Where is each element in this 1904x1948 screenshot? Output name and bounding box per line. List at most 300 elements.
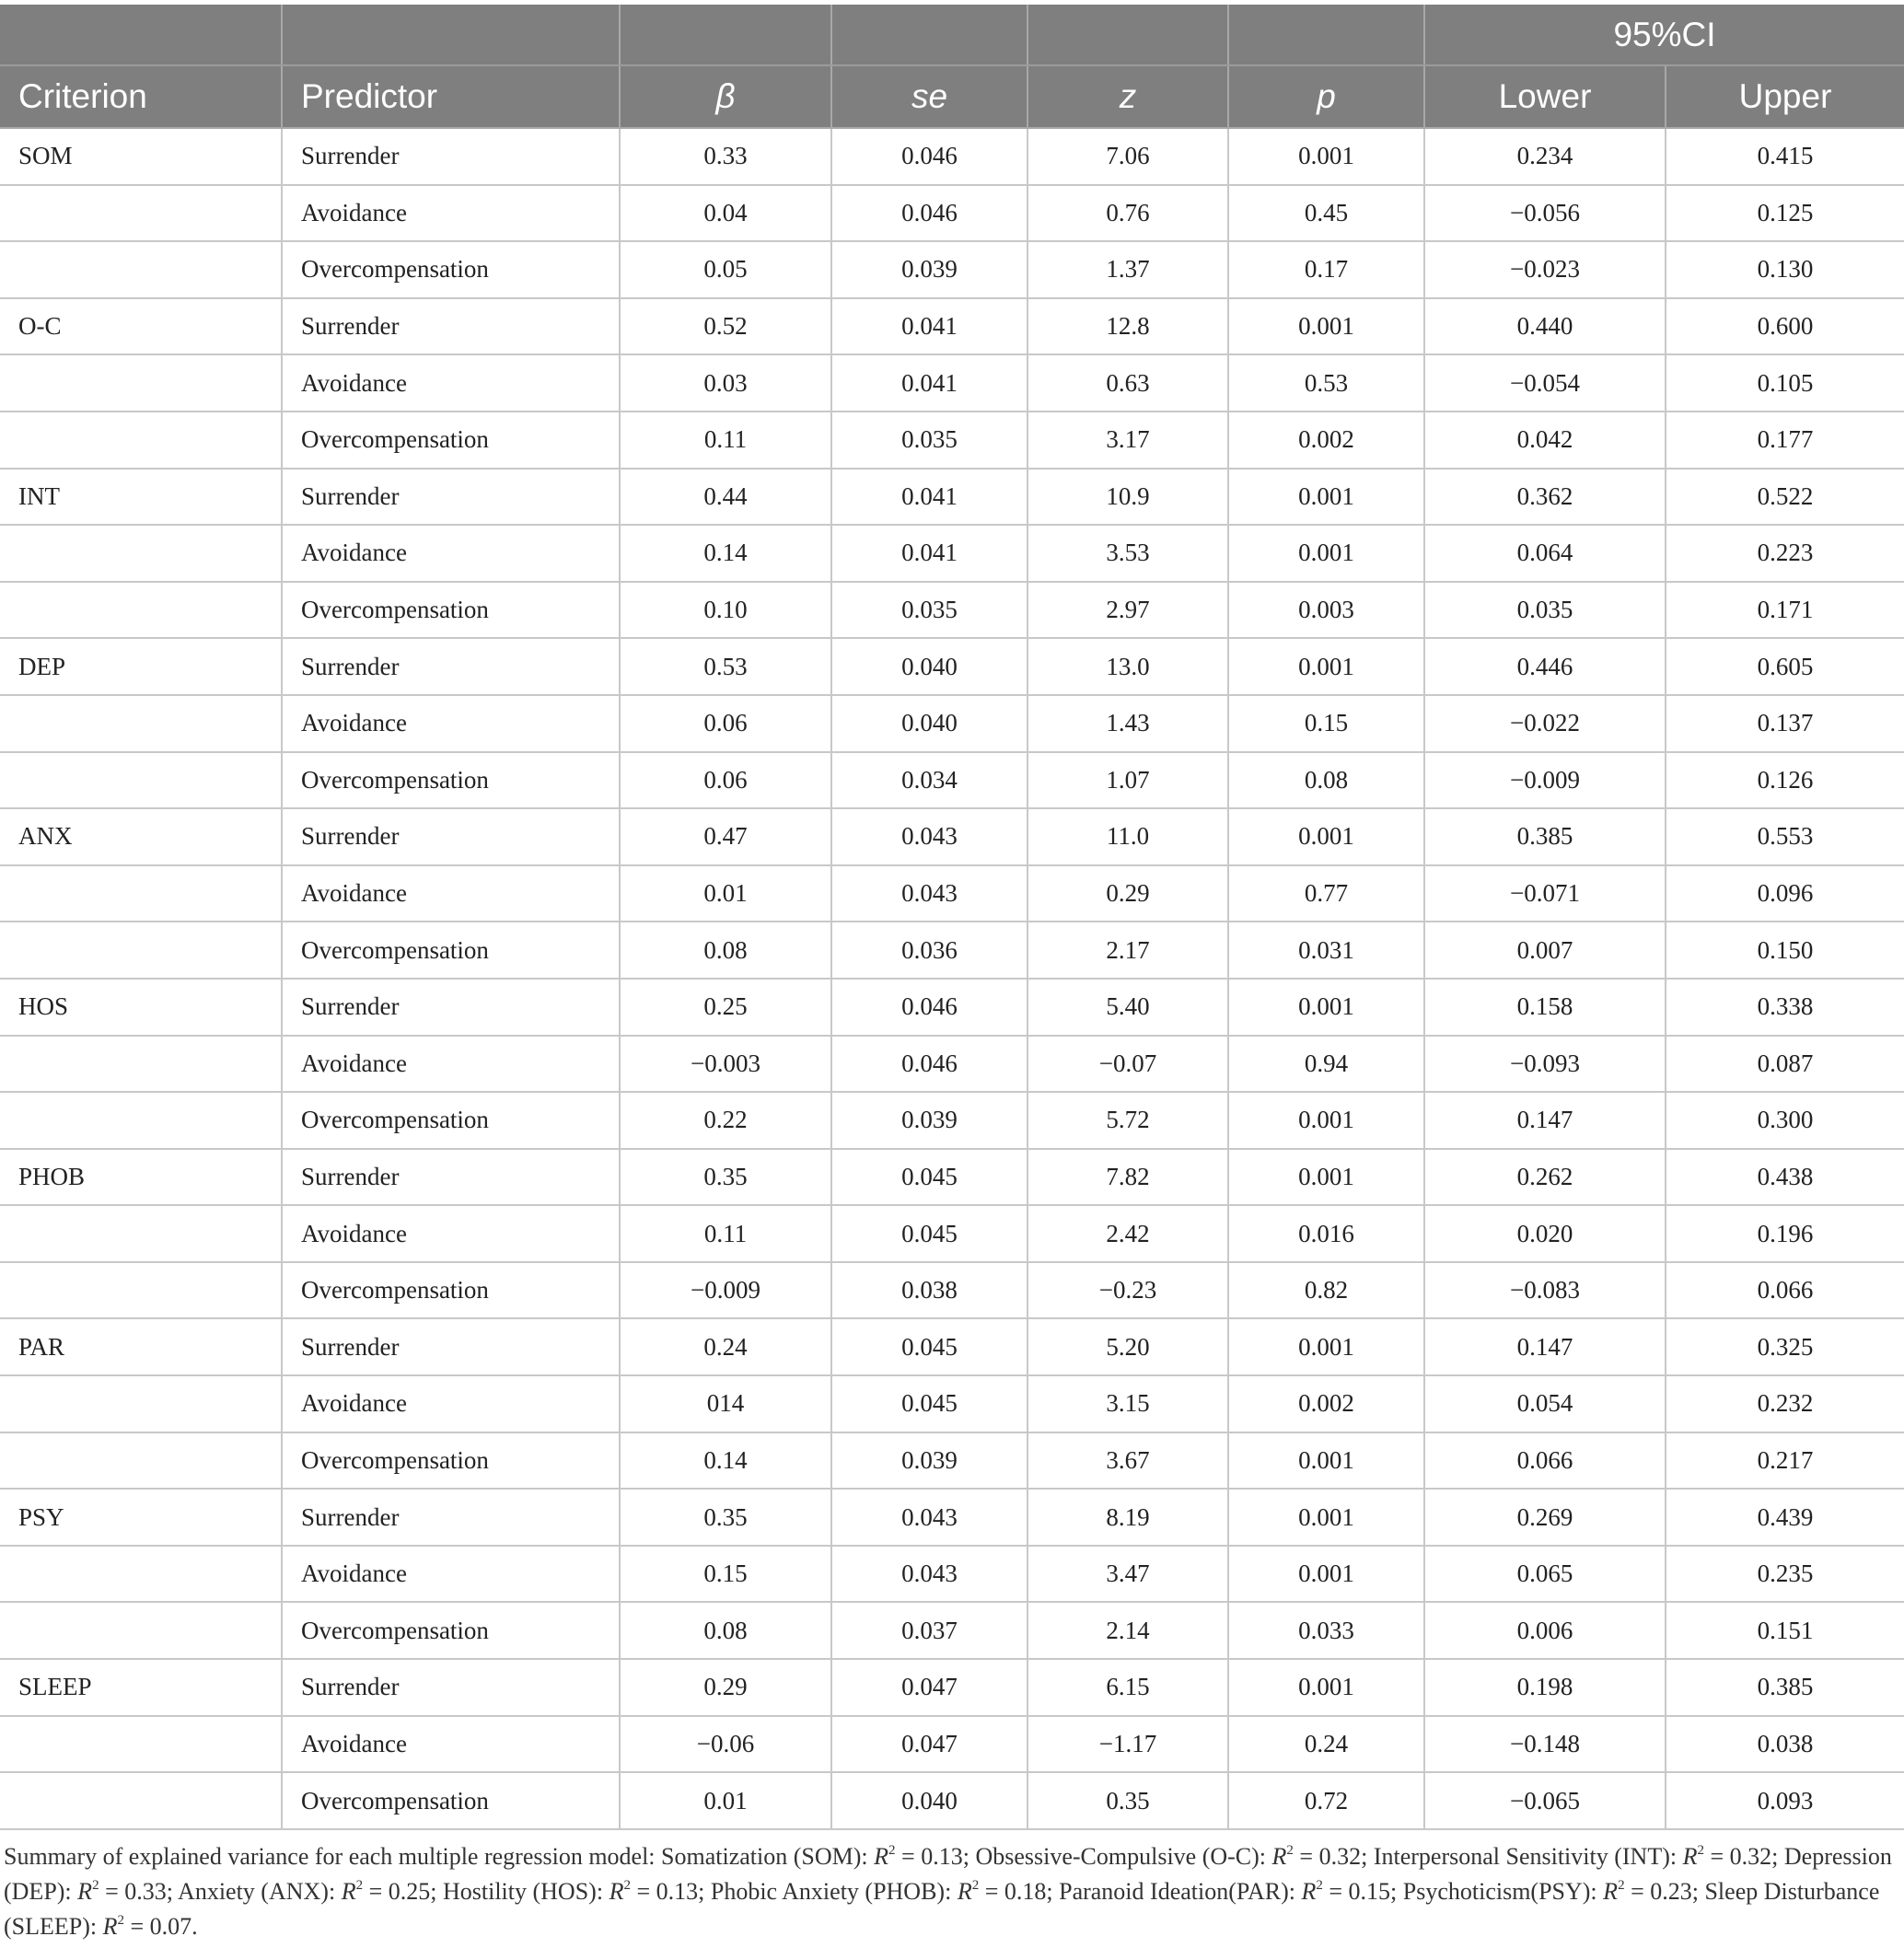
header-blank-cell xyxy=(1027,5,1228,65)
footnote-model-entry: Depression (DEP): $R^2 = 0.33$; xyxy=(4,1842,1892,1905)
footnote-model-entry: Paranoid Ideation(PAR): $R^2 = 0.15$; xyxy=(1059,1877,1398,1905)
table-row xyxy=(0,354,1904,412)
header-criterion: Criterion xyxy=(0,65,282,128)
z-cell: 2.17 xyxy=(1027,922,1228,979)
ci-upper-cell: 0.038 xyxy=(1666,1716,1904,1773)
beta-cell: 0.14 xyxy=(620,525,831,582)
table-row xyxy=(0,298,1904,355)
p-cell: 0.002 xyxy=(1228,1375,1424,1432)
predictor-cell: Avoidance xyxy=(282,185,620,242)
se-cell: 0.041 xyxy=(831,469,1027,526)
se-cell: 0.039 xyxy=(831,241,1027,298)
predictor-cell: Avoidance xyxy=(282,1716,620,1773)
se-cell: 0.043 xyxy=(831,1546,1027,1603)
criterion-cell xyxy=(0,1036,282,1093)
ci-upper-cell: 0.093 xyxy=(1666,1772,1904,1829)
footnote-model-entry: Somatization (SOM): $R^2 = 0.13$; xyxy=(661,1842,969,1870)
predictor-cell: Overcompensation xyxy=(282,1772,620,1829)
footnote-model-label: Sleep Disturbance (SLEEP): xyxy=(4,1877,1880,1940)
p-cell: 0.001 xyxy=(1228,979,1424,1036)
criterion-cell xyxy=(0,412,282,469)
table-row xyxy=(0,1716,1904,1773)
ci-lower-cell: 0.147 xyxy=(1424,1318,1666,1375)
ci-upper-cell: 0.096 xyxy=(1666,865,1904,922)
ci-group-header: 95%CI xyxy=(1424,5,1904,65)
se-cell: 0.043 xyxy=(831,1489,1027,1546)
p-cell: 0.15 xyxy=(1228,695,1424,752)
r-squared-symbol: R xyxy=(77,1877,93,1905)
footnote-model-value: 0.15 xyxy=(1348,1877,1391,1905)
beta-cell: 0.06 xyxy=(620,752,831,809)
beta-cell: 0.08 xyxy=(620,922,831,979)
p-cell: 0.08 xyxy=(1228,752,1424,809)
z-cell: 2.97 xyxy=(1027,582,1228,639)
ci-lower-cell: −0.083 xyxy=(1424,1262,1666,1319)
criterion-cell xyxy=(0,695,282,752)
ci-upper-cell: 0.522 xyxy=(1666,469,1904,526)
ci-upper-cell: 0.438 xyxy=(1666,1149,1904,1206)
beta-cell: 0.11 xyxy=(620,1205,831,1262)
ci-upper-cell: 0.415 xyxy=(1666,128,1904,185)
table-row xyxy=(0,582,1904,639)
ci-upper-cell: 0.087 xyxy=(1666,1036,1904,1093)
z-cell: 0.63 xyxy=(1027,354,1228,412)
ci-lower-cell: 0.234 xyxy=(1424,128,1666,185)
beta-cell: 0.35 xyxy=(620,1149,831,1206)
z-cell: 11.0 xyxy=(1027,808,1228,865)
se-cell: 0.045 xyxy=(831,1375,1027,1432)
predictor-cell: Avoidance xyxy=(282,525,620,582)
predictor-cell: Surrender xyxy=(282,298,620,355)
table-row xyxy=(0,412,1904,469)
p-cell: 0.001 xyxy=(1228,1149,1424,1206)
header-beta: β xyxy=(620,65,831,128)
ci-upper-cell: 0.150 xyxy=(1666,922,1904,979)
criterion-cell: SOM xyxy=(0,128,282,185)
p-cell: 0.001 xyxy=(1228,525,1424,582)
predictor-cell: Surrender xyxy=(282,1659,620,1716)
r-squared-power: 2 xyxy=(355,1877,364,1893)
p-cell: 0.016 xyxy=(1228,1205,1424,1262)
table-row xyxy=(0,1489,1904,1546)
footnote-model-value: 0.13 xyxy=(656,1877,699,1905)
z-cell: 3.17 xyxy=(1027,412,1228,469)
z-cell: 1.07 xyxy=(1027,752,1228,809)
criterion-cell: SLEEP xyxy=(0,1659,282,1716)
se-cell: 0.040 xyxy=(831,695,1027,752)
ci-upper-cell: 0.325 xyxy=(1666,1318,1904,1375)
beta-cell: 0.52 xyxy=(620,298,831,355)
p-cell: 0.003 xyxy=(1228,582,1424,639)
ci-lower-cell: 0.262 xyxy=(1424,1149,1666,1206)
z-cell: 2.14 xyxy=(1027,1602,1228,1659)
table-row xyxy=(0,1772,1904,1829)
r-squared-power: 2 xyxy=(888,1842,896,1858)
beta-cell: 0.01 xyxy=(620,1772,831,1829)
se-cell: 0.035 xyxy=(831,412,1027,469)
criterion-cell: DEP xyxy=(0,638,282,695)
predictor-cell: Overcompensation xyxy=(282,1092,620,1149)
table-row xyxy=(0,1375,1904,1432)
predictor-cell: Avoidance xyxy=(282,1036,620,1093)
ci-upper-cell: 0.066 xyxy=(1666,1262,1904,1319)
criterion-cell: PHOB xyxy=(0,1149,282,1206)
criterion-cell xyxy=(0,354,282,412)
ci-lower-cell: −0.054 xyxy=(1424,354,1666,412)
z-cell: 3.53 xyxy=(1027,525,1228,582)
ci-lower-cell: 0.006 xyxy=(1424,1602,1666,1659)
footnote-model-value: 0.13 xyxy=(921,1842,963,1870)
z-cell: 12.8 xyxy=(1027,298,1228,355)
ci-lower-cell: −0.023 xyxy=(1424,241,1666,298)
table-row xyxy=(0,1602,1904,1659)
predictor-cell: Surrender xyxy=(282,128,620,185)
beta-cell: 0.25 xyxy=(620,979,831,1036)
header-blank-cell xyxy=(0,5,282,65)
beta-cell: 0.35 xyxy=(620,1489,831,1546)
predictor-cell: Surrender xyxy=(282,979,620,1036)
ci-lower-cell: 0.440 xyxy=(1424,298,1666,355)
p-cell: 0.001 xyxy=(1228,1546,1424,1603)
footnote-model-entry: Anxiety (ANX): $R^2 = 0.25$; xyxy=(178,1877,437,1905)
p-cell: 0.001 xyxy=(1228,128,1424,185)
ci-upper-cell: 0.137 xyxy=(1666,695,1904,752)
predictor-cell: Overcompensation xyxy=(282,1262,620,1319)
r-squared-power: 2 xyxy=(1286,1842,1294,1858)
beta-cell: 0.29 xyxy=(620,1659,831,1716)
table-row xyxy=(0,1149,1904,1206)
table-row xyxy=(0,241,1904,298)
ci-lower-cell: −0.148 xyxy=(1424,1716,1666,1773)
beta-cell: 0.05 xyxy=(620,241,831,298)
beta-cell: 0.10 xyxy=(620,582,831,639)
ci-upper-cell: 0.125 xyxy=(1666,185,1904,242)
ci-upper-cell: 0.232 xyxy=(1666,1375,1904,1432)
ci-lower-cell: 0.035 xyxy=(1424,582,1666,639)
header-z: z xyxy=(1027,65,1228,128)
table-header xyxy=(0,5,1904,128)
table-footnote xyxy=(0,1830,1904,1944)
predictor-cell: Avoidance xyxy=(282,1546,620,1603)
r-squared-symbol: R xyxy=(1271,1842,1287,1870)
beta-cell: 0.11 xyxy=(620,412,831,469)
se-cell: 0.045 xyxy=(831,1205,1027,1262)
ci-lower-cell: 0.054 xyxy=(1424,1375,1666,1432)
p-cell: 0.45 xyxy=(1228,185,1424,242)
ci-upper-cell: 0.126 xyxy=(1666,752,1904,809)
table-row xyxy=(0,695,1904,752)
header-ci-upper: Upper xyxy=(1666,65,1904,128)
p-cell: 0.001 xyxy=(1228,638,1424,695)
table-row xyxy=(0,1205,1904,1262)
z-cell: 0.76 xyxy=(1027,185,1228,242)
se-cell: 0.035 xyxy=(831,582,1027,639)
p-cell: 0.24 xyxy=(1228,1716,1424,1773)
criterion-cell xyxy=(0,185,282,242)
p-cell: 0.001 xyxy=(1228,1318,1424,1375)
beta-cell: 0.08 xyxy=(620,1602,831,1659)
p-cell: 0.77 xyxy=(1228,865,1424,922)
p-cell: 0.001 xyxy=(1228,469,1424,526)
criterion-cell xyxy=(0,1092,282,1149)
se-cell: 0.034 xyxy=(831,752,1027,809)
criterion-cell: ANX xyxy=(0,808,282,865)
predictor-cell: Avoidance xyxy=(282,695,620,752)
footnote-model-label: Interpersonal Sensitivity (INT): xyxy=(1373,1842,1678,1870)
se-cell: 0.037 xyxy=(831,1602,1027,1659)
footnote-model-value: 0.07 xyxy=(149,1912,192,1940)
header-column-row xyxy=(0,65,1904,128)
beta-cell: 0.04 xyxy=(620,185,831,242)
beta-cell: 0.44 xyxy=(620,469,831,526)
criterion-cell xyxy=(0,922,282,979)
se-cell: 0.036 xyxy=(831,922,1027,979)
predictor-cell: Surrender xyxy=(282,638,620,695)
predictor-cell: Surrender xyxy=(282,1149,620,1206)
footnote-model-entry: Hostility (HOS): $R^2 = 0.13$; xyxy=(442,1877,705,1905)
predictor-cell: Overcompensation xyxy=(282,1602,620,1659)
z-cell: 13.0 xyxy=(1027,638,1228,695)
p-cell: 0.001 xyxy=(1228,1489,1424,1546)
r-squared-power: 2 xyxy=(92,1877,99,1893)
beta-cell: 0.53 xyxy=(620,638,831,695)
ci-lower-cell: −0.065 xyxy=(1424,1772,1666,1829)
z-cell: 7.06 xyxy=(1027,128,1228,185)
ci-lower-cell: 0.446 xyxy=(1424,638,1666,695)
ci-lower-cell: 0.042 xyxy=(1424,412,1666,469)
ci-upper-cell: 0.177 xyxy=(1666,412,1904,469)
r-squared-power: 2 xyxy=(1697,1842,1704,1858)
table-row xyxy=(0,1036,1904,1093)
footnote-model-label: Hostility (HOS): xyxy=(442,1877,604,1905)
criterion-cell xyxy=(0,241,282,298)
r-squared-power: 2 xyxy=(1618,1877,1625,1893)
z-cell: 1.37 xyxy=(1027,241,1228,298)
p-cell: 0.001 xyxy=(1228,1092,1424,1149)
beta-cell: 0.06 xyxy=(620,695,831,752)
p-cell: 0.72 xyxy=(1228,1772,1424,1829)
ci-lower-cell: 0.269 xyxy=(1424,1489,1666,1546)
z-cell: −0.23 xyxy=(1027,1262,1228,1319)
beta-cell: −0.06 xyxy=(620,1716,831,1773)
z-cell: 3.47 xyxy=(1027,1546,1228,1603)
table-row xyxy=(0,1092,1904,1149)
ci-lower-cell: 0.158 xyxy=(1424,979,1666,1036)
z-cell: 0.29 xyxy=(1027,865,1228,922)
p-cell: 0.53 xyxy=(1228,354,1424,412)
beta-cell: 0.33 xyxy=(620,128,831,185)
table-row xyxy=(0,752,1904,809)
footnote-model-label: Paranoid Ideation(PAR): xyxy=(1059,1877,1295,1905)
predictor-cell: Surrender xyxy=(282,808,620,865)
header-blank-cell xyxy=(831,5,1027,65)
p-cell: 0.94 xyxy=(1228,1036,1424,1093)
predictor-cell: Overcompensation xyxy=(282,241,620,298)
criterion-cell xyxy=(0,1602,282,1659)
footnote-model-label: Psychoticism(PSY): xyxy=(1402,1877,1597,1905)
ci-lower-cell: 0.385 xyxy=(1424,808,1666,865)
ci-lower-cell: 0.362 xyxy=(1424,469,1666,526)
footnote-model-value: 0.32 xyxy=(1318,1842,1362,1870)
predictor-cell: Overcompensation xyxy=(282,922,620,979)
p-cell: 0.002 xyxy=(1228,412,1424,469)
ci-upper-cell: 0.605 xyxy=(1666,638,1904,695)
criterion-cell xyxy=(0,865,282,922)
se-cell: 0.046 xyxy=(831,185,1027,242)
criterion-cell xyxy=(0,1716,282,1773)
z-cell: 0.35 xyxy=(1027,1772,1228,1829)
z-cell: 2.42 xyxy=(1027,1205,1228,1262)
r-squared-power: 2 xyxy=(971,1877,980,1893)
ci-lower-cell: 0.064 xyxy=(1424,525,1666,582)
beta-cell: 0.15 xyxy=(620,1546,831,1603)
table-row xyxy=(0,525,1904,582)
se-cell: 0.046 xyxy=(831,979,1027,1036)
footnote-model-label: Depression (DEP): xyxy=(4,1842,1892,1905)
table-row xyxy=(0,1432,1904,1490)
p-cell: 0.001 xyxy=(1228,808,1424,865)
regression-table-container xyxy=(0,5,1904,1944)
table-row xyxy=(0,1262,1904,1319)
r-squared-power: 2 xyxy=(117,1912,124,1928)
table-row xyxy=(0,1546,1904,1603)
p-cell: 0.001 xyxy=(1228,298,1424,355)
beta-cell: 014 xyxy=(620,1375,831,1432)
r-squared-power: 2 xyxy=(1316,1877,1323,1893)
beta-cell: 0.03 xyxy=(620,354,831,412)
r-squared-symbol: R xyxy=(609,1877,624,1905)
ci-upper-cell: 0.217 xyxy=(1666,1432,1904,1490)
footnote-model-label: Obsessive-Compulsive (O-C): xyxy=(975,1842,1267,1870)
predictor-cell: Overcompensation xyxy=(282,412,620,469)
footnote-model-entry: Psychoticism(PSY): $R^2 = 0.23$; xyxy=(1402,1877,1699,1905)
z-cell: 8.19 xyxy=(1027,1489,1228,1546)
predictor-cell: Avoidance xyxy=(282,354,620,412)
table-row xyxy=(0,1659,1904,1716)
footnote-model-value: 0.25 xyxy=(388,1877,431,1905)
ci-lower-cell: −0.022 xyxy=(1424,695,1666,752)
criterion-cell xyxy=(0,1262,282,1319)
p-cell: 0.82 xyxy=(1228,1262,1424,1319)
z-cell: 7.82 xyxy=(1027,1149,1228,1206)
beta-cell: 0.14 xyxy=(620,1432,831,1490)
ci-upper-cell: 0.338 xyxy=(1666,979,1904,1036)
z-cell: −1.17 xyxy=(1027,1716,1228,1773)
se-cell: 0.047 xyxy=(831,1716,1027,1773)
header-group-row xyxy=(0,5,1904,65)
header-se: se xyxy=(831,65,1027,128)
beta-cell: −0.003 xyxy=(620,1036,831,1093)
footnote-model-entry: Phobic Anxiety (PHOB): $R^2 = 0.18$; xyxy=(710,1877,1053,1905)
footnote-model-value: 0.23 xyxy=(1650,1877,1692,1905)
table-row xyxy=(0,469,1904,526)
criterion-cell: PAR xyxy=(0,1318,282,1375)
predictor-cell: Overcompensation xyxy=(282,752,620,809)
r-squared-symbol: R xyxy=(957,1877,972,1905)
se-cell: 0.043 xyxy=(831,808,1027,865)
r-squared-symbol: R xyxy=(341,1877,356,1905)
table-row xyxy=(0,128,1904,185)
beta-cell: 0.47 xyxy=(620,808,831,865)
beta-cell: −0.009 xyxy=(620,1262,831,1319)
beta-cell: 0.22 xyxy=(620,1092,831,1149)
ci-lower-cell: 0.198 xyxy=(1424,1659,1666,1716)
z-cell: −0.07 xyxy=(1027,1036,1228,1093)
footnote-model-entry: Interpersonal Sensitivity (INT): $R^2 = 0.32$; xyxy=(1373,1842,1779,1870)
ci-upper-cell: 0.151 xyxy=(1666,1602,1904,1659)
footnote-model-label: Anxiety (ANX): xyxy=(178,1877,336,1905)
se-cell: 0.043 xyxy=(831,865,1027,922)
footnote-model-entry: Obsessive-Compulsive (O-C): $R^2 = 0.32$; xyxy=(975,1842,1368,1870)
predictor-cell: Surrender xyxy=(282,1489,620,1546)
r-squared-symbol: R xyxy=(874,1842,889,1870)
predictor-cell: Avoidance xyxy=(282,1375,620,1432)
ci-lower-cell: 0.065 xyxy=(1424,1546,1666,1603)
header-blank-cell xyxy=(1228,5,1424,65)
se-cell: 0.040 xyxy=(831,1772,1027,1829)
z-cell: 3.67 xyxy=(1027,1432,1228,1490)
header-ci-lower: Lower xyxy=(1424,65,1666,128)
table-row xyxy=(0,979,1904,1036)
z-cell: 10.9 xyxy=(1027,469,1228,526)
footnote-model-entry: Sleep Disturbance (SLEEP): $R^2 = 0.07$. xyxy=(4,1877,1880,1940)
p-cell: 0.17 xyxy=(1228,241,1424,298)
criterion-cell: PSY xyxy=(0,1489,282,1546)
predictor-cell: Avoidance xyxy=(282,1205,620,1262)
se-cell: 0.041 xyxy=(831,298,1027,355)
predictor-cell: Overcompensation xyxy=(282,1432,620,1490)
z-cell: 1.43 xyxy=(1027,695,1228,752)
criterion-cell: HOS xyxy=(0,979,282,1036)
criterion-cell xyxy=(0,1375,282,1432)
ci-upper-cell: 0.171 xyxy=(1666,582,1904,639)
table-body xyxy=(0,128,1904,1829)
r-squared-power: 2 xyxy=(623,1877,631,1893)
ci-lower-cell: −0.009 xyxy=(1424,752,1666,809)
footnote-model-value: 0.32 xyxy=(1729,1842,1772,1870)
footnote-model-label: Somatization (SOM): xyxy=(661,1842,868,1870)
ci-upper-cell: 0.300 xyxy=(1666,1092,1904,1149)
z-cell: 5.20 xyxy=(1027,1318,1228,1375)
se-cell: 0.046 xyxy=(831,128,1027,185)
header-predictor: Predictor xyxy=(282,65,620,128)
criterion-cell xyxy=(0,1432,282,1490)
se-cell: 0.039 xyxy=(831,1432,1027,1490)
beta-cell: 0.24 xyxy=(620,1318,831,1375)
z-cell: 5.72 xyxy=(1027,1092,1228,1149)
z-cell: 6.15 xyxy=(1027,1659,1228,1716)
r-squared-symbol: R xyxy=(1603,1877,1619,1905)
ci-lower-cell: −0.056 xyxy=(1424,185,1666,242)
header-blank-cell xyxy=(282,5,620,65)
beta-cell: 0.01 xyxy=(620,865,831,922)
ci-upper-cell: 0.130 xyxy=(1666,241,1904,298)
footnote-model-value: 0.18 xyxy=(1004,1877,1047,1905)
ci-lower-cell: 0.007 xyxy=(1424,922,1666,979)
p-cell: 0.001 xyxy=(1228,1659,1424,1716)
p-cell: 0.001 xyxy=(1228,1432,1424,1490)
ci-upper-cell: 0.105 xyxy=(1666,354,1904,412)
se-cell: 0.041 xyxy=(831,354,1027,412)
se-cell: 0.045 xyxy=(831,1149,1027,1206)
se-cell: 0.039 xyxy=(831,1092,1027,1149)
r-squared-symbol: R xyxy=(1682,1842,1698,1870)
criterion-cell: INT xyxy=(0,469,282,526)
p-cell: 0.033 xyxy=(1228,1602,1424,1659)
criterion-cell xyxy=(0,525,282,582)
table-row xyxy=(0,808,1904,865)
se-cell: 0.045 xyxy=(831,1318,1027,1375)
